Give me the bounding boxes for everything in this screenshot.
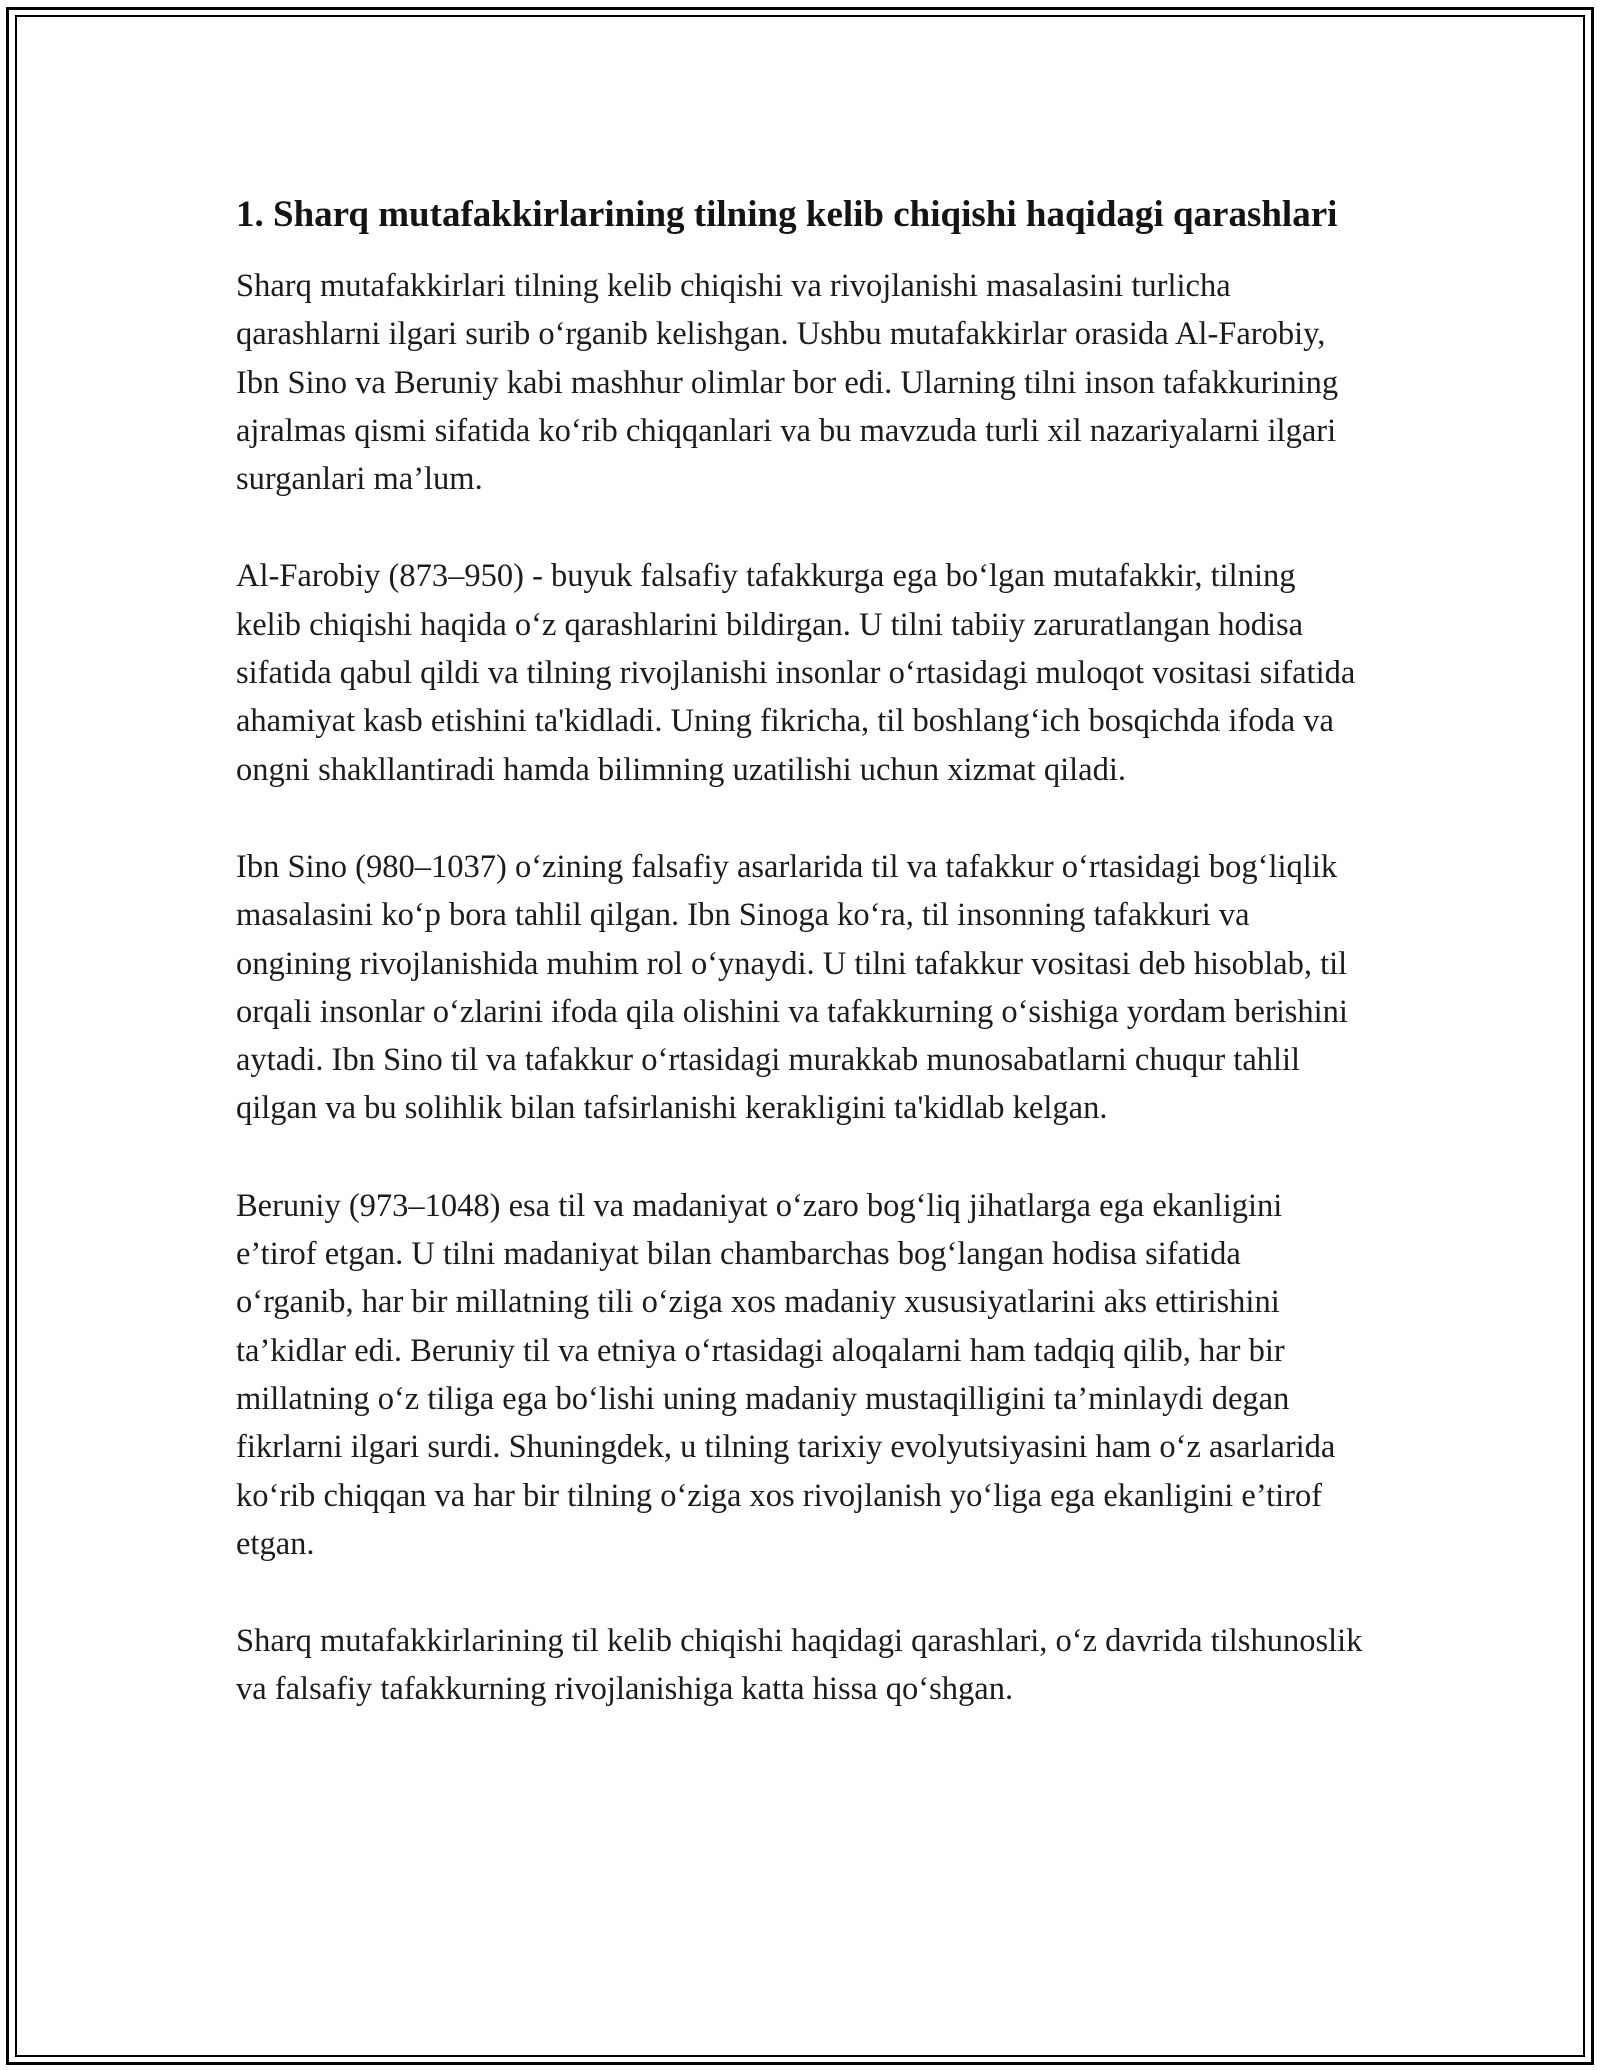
paragraph-intro: Sharq mutafakkirlari tilning kelib chiqishi va rivojlanishi masalasini turlicha qarashlarni ilgari surib o‘rganib kelishgan. Ushbu mutafakkirlar orasida Al-Farobiy, Ibn Sino va Beruniy kabi mashhur olimlar bor edi. Ularning tilni inson tafakkurining ajralmas qismi sifatida ko‘rib chiqqanlari va bu mavzuda turli xil nazariyalarni ilgari surganlari ma’lum. bbox=[236, 268, 1339, 498]
paragraph-ibn-sino: Ibn Sino (980–1037) o‘zining falsafiy asarlarida til va tafakkur o‘rtasidagi bog‘liqlik masalasini ko‘p bora tahlil qilgan. Ibn Sinoga ko‘ra, til insonning tafakkuri va ongining rivojlanishida muhim rol o‘ynaydi. U tilni tafakkur vositasi deb hisoblab, til orqali insonlar o‘zlarini ifoda qila olishini va tafakkurning o‘sishiga yordam berishini aytadi. Ibn Sino til va tafakkur o‘rtasidagi murakkab munosabatlarni chuqur tahlil qilgan va bu solihlik bilan tafsirlanishi kerakligini ta'kidlab kelgan. bbox=[236, 848, 1348, 1127]
document-body bbox=[236, 188, 1366, 1714]
paragraph-al-farobiy: Al-Farobiy (873–950) - buyuk falsafiy tafakkurga ega bo‘lgan mutafakkir, tilning kelib chiqishi haqida o‘z qarashlarini bildirgan. U tilni tabiiy zaruratlangan hodisa sifatida qabul qildi va tilning rivojlanishi insonlar o‘rtasidagi muloqot vositasi sifatida ahamiyat kasb etishini ta'kidladi. Uning fikricha, til boshlang‘ich bosqichda ifoda va ongni shakllantiradi hamda bilimning uzatilishi uchun xizmat qiladi. bbox=[236, 558, 1356, 788]
paragraph-conclusion: Sharq mutafakkirlarining til kelib chiqishi haqidagi qarashlari, o‘z davrida tilshunoslik va falsafiy tafakkurning rivojlanishiga katta hissa qo‘shgan. bbox=[236, 1623, 1363, 1708]
section-heading: 1. Sharq mutafakkirlarining tilning kelib chiqishi haqidagi qarashlari bbox=[236, 194, 1338, 235]
paragraph-beruniy: Beruniy (973–1048) esa til va madaniyat o‘zaro bog‘liq jihatlarga ega ekanligini e’tirof etgan. U tilni madaniyat bilan chambarchas bog‘langan hodisa sifatida o‘rganib, har bir millatning tili o‘ziga xos madaniy xususiyatlarini aks ettirishini ta’kidlar edi. Beruniy til va etniya o‘rtasidagi aloqalarni ham tadqiq qilib, har bir millatning o‘z tiliga ega bo‘lishi uning madaniy mustaqilligini ta’minlaydi degan fikrlarni ilgari surdi. Shuningdek, u tilning tarixiy evolyutsiyasini ham o‘z asarlarida ko‘rib chiqqan va har bir tilning o‘ziga xos rivojlanish yo‘liga ega ekanligini e’tirof etgan. bbox=[236, 1187, 1336, 1562]
